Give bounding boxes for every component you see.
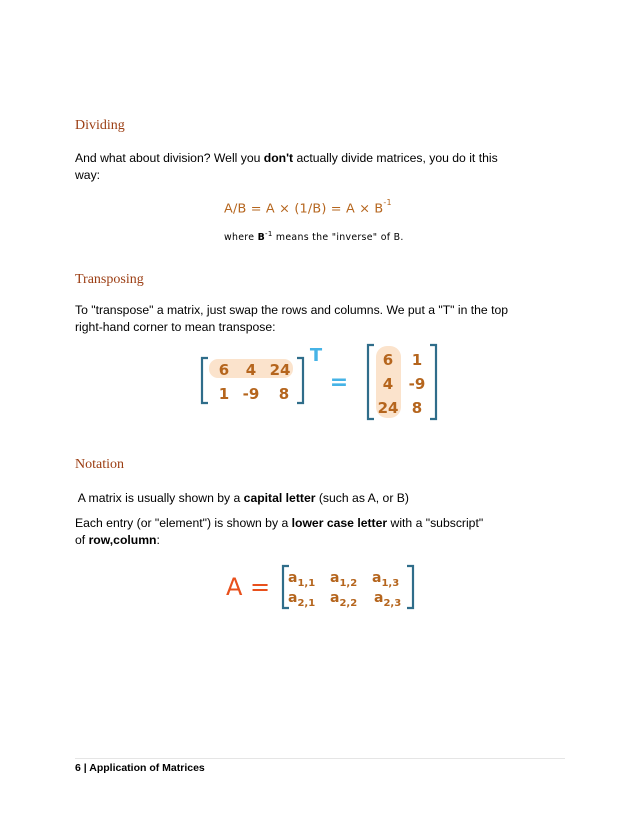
right-matrix-close-bracket [430, 345, 436, 419]
heading-dividing: Dividing [75, 118, 125, 133]
element-1-1: $a_{1,1}$ [288, 570, 316, 589]
left-matrix-close-bracket [297, 358, 303, 403]
division-formula [224, 200, 392, 216]
heading-notation: Notation [75, 457, 124, 472]
notation-line2-bold: lower case letter [291, 516, 388, 530]
element-1-2: $a_{1,2}$ [330, 570, 358, 589]
transpose-superscript: T [309, 345, 323, 366]
element-2-2: $a_{2,2}$ [330, 590, 358, 609]
dividing-text-b: actually divide matrices, you do it this [293, 151, 498, 165]
footer-rule [75, 758, 565, 759]
left-cell-2-1: 1 [218, 385, 230, 403]
equals-sign: = [329, 370, 349, 395]
right-cell-1-1: 6 [382, 351, 394, 369]
right-cell-2-1: 4 [382, 375, 394, 393]
element-1-3: $a_{1,3}$ [372, 570, 400, 589]
left-cell-1-2: 4 [245, 361, 257, 379]
notation-line1 [75, 490, 575, 507]
element-2-1: $a_{2,1}$ [288, 590, 316, 609]
right-cell-3-2: 8 [411, 399, 423, 417]
footer-page-number: 6 [75, 762, 81, 774]
notation-line1-bold: capital letter [243, 491, 316, 505]
notation-line3-bold: row,column [88, 533, 157, 547]
left-cell-2-3: 8 [278, 385, 290, 403]
footer-separator: | [83, 762, 87, 774]
right-matrix-open-bracket [368, 345, 374, 419]
transposing-paragraph [75, 302, 575, 336]
heading-transposing: Transposing [75, 272, 144, 287]
page-footer [75, 762, 205, 774]
transposing-line1: To "transpose" a matrix, just swap the rows and columns. We put a "T" in the top [75, 303, 509, 317]
inverse-note-superscript: -1 [265, 230, 273, 238]
division-formula-superscript: -1 [383, 198, 392, 207]
dividing-paragraph [75, 150, 575, 184]
division-formula-main: A/B = A × (1/B) = A × B [224, 201, 384, 217]
dividing-text-line2: way: [75, 168, 101, 182]
inverse-note [224, 230, 404, 243]
notation-line3-a: of [75, 533, 89, 547]
transposing-line2: right-hand corner to mean transpose: [75, 320, 276, 334]
right-cell-1-2: 1 [411, 351, 423, 369]
inverse-note-bold: B [257, 232, 266, 244]
left-matrix-open-bracket [202, 358, 208, 403]
left-cell-1-1: 6 [218, 361, 230, 379]
notation-line1-a: A matrix is usually shown by a [75, 491, 244, 505]
notation-line2-b: with a "subscript" [387, 516, 484, 530]
dividing-text-a: And what about division? Well you [75, 151, 264, 165]
notation-paragraph [75, 515, 575, 549]
element-2-3: $a_{2,3}$ [374, 590, 402, 609]
footer-title: Application of Matrices [89, 762, 205, 774]
notation-line1-b: (such as A, or B) [315, 491, 409, 505]
left-cell-2-2: -9 [242, 385, 260, 403]
matrix-name-lhs: A = [226, 573, 271, 601]
right-cell-2-2: -9 [408, 375, 426, 393]
notation-line3-b: : [156, 533, 160, 547]
inverse-note-b: means the "inverse" of B. [272, 232, 404, 244]
dividing-text-bold: don't [263, 151, 294, 165]
notation-line2-a: Each entry (or "element") is shown by a [75, 516, 292, 530]
notation-close-bracket [407, 566, 413, 608]
right-cell-3-1: 24 [377, 399, 399, 417]
transpose-figure [198, 343, 456, 421]
left-cell-1-3: 24 [269, 361, 291, 379]
notation-figure [226, 562, 422, 612]
inverse-note-a: where [224, 232, 258, 244]
